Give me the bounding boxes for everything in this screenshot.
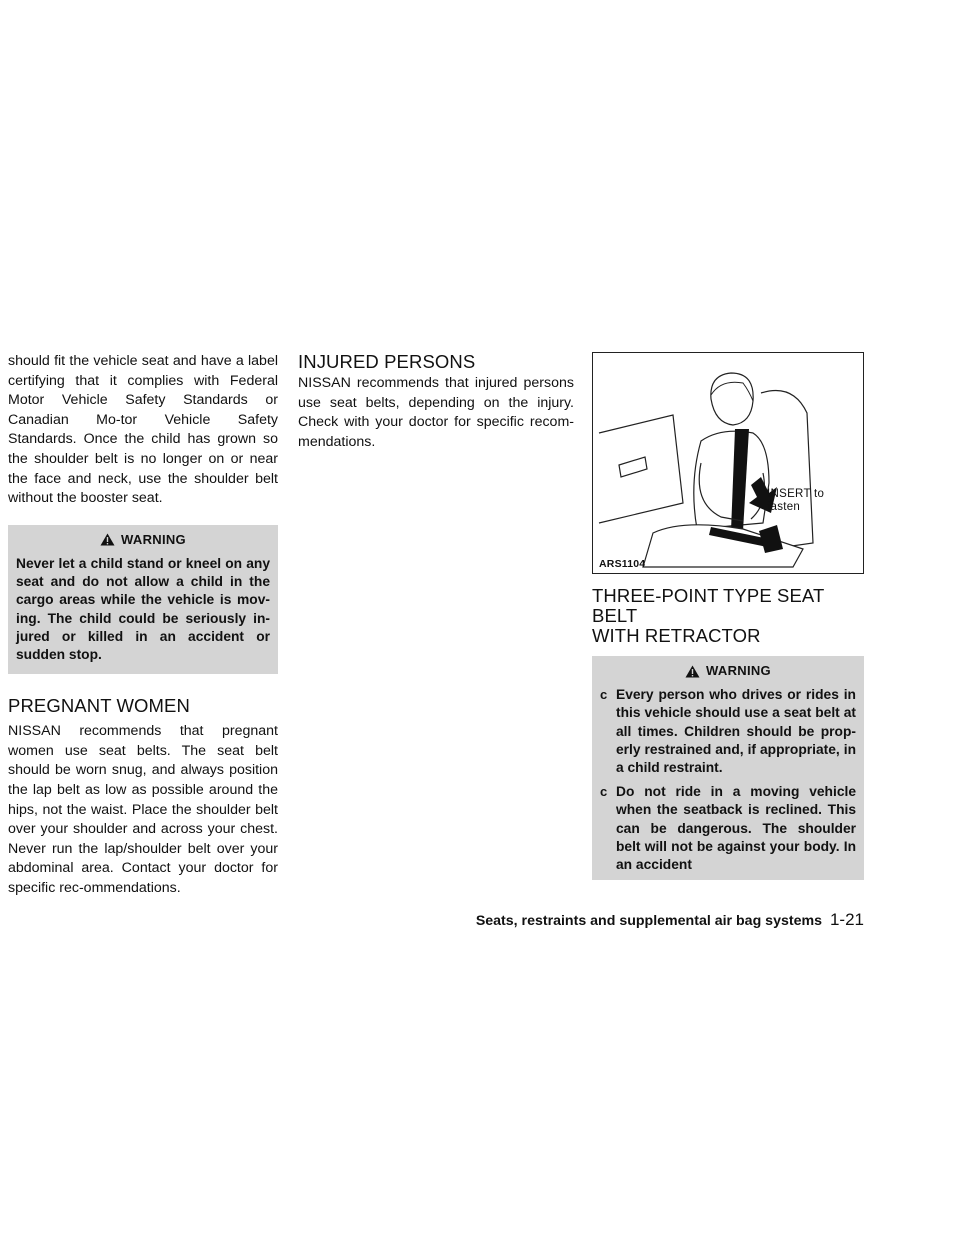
warning-text: Never let a child stand or kneel on any seat and do not allow a child in the cargo areas while the vehicle is mov-ing. The child could be seriously in-jured or killed in an accident or sudden stop.	[16, 555, 270, 662]
column-right	[592, 352, 864, 880]
warning-header-retractor	[600, 662, 856, 680]
bullet-text: Do not ride in a moving vehicle when the seatback is reclined. This can be dangerous. The shoulder belt will not be against your body. In an accident	[616, 784, 856, 873]
page-footer	[476, 910, 864, 930]
warning-triangle-icon	[100, 533, 115, 546]
pregnant-women-paragraph: NISSAN recommends that pregnant women use seat belts. The seat belt should be worn snug, and always position the lap belt as low as possible around the hips, not the waist. Place the shoulder belt over your shoulder and across your chest. Never run the lap/shoulder belt over your abdominal area. Contact your doctor for specific rec-ommendations.	[8, 723, 278, 896]
page-number: 1-21	[829, 910, 864, 929]
intro-paragraph: should fit the vehicle seat and have a label certifying that it complies with Federal Motor Vehicle Safety Standards or Canadian Mo-tor Vehicle Safety Standards. Once the child has grown so the shoulder belt is no longer on or near the face and neck, use the shoulder belt without the booster seat.	[8, 353, 278, 507]
warning-box	[8, 525, 278, 674]
column-middle	[298, 352, 574, 452]
injured-persons-heading: INJURED PERSONS	[298, 351, 476, 372]
footer-section-title: Seats, restraints and supplemental air bag systems	[475, 913, 822, 929]
bullet-marker: c	[600, 784, 608, 800]
warning-bullet	[600, 783, 856, 874]
column-left	[8, 352, 278, 899]
warning-triangle-icon	[685, 665, 700, 678]
warning-box-retractor	[592, 656, 864, 880]
seat-belt-illustration	[592, 352, 864, 574]
callout-line-1: INSERT to	[767, 488, 825, 500]
warning-header	[16, 531, 270, 549]
pregnant-women-heading: PREGNANT WOMEN	[8, 695, 190, 717]
warning-heading-retractor: WARNING	[706, 663, 771, 678]
figure-code: ARS1104	[599, 558, 646, 570]
seat-belt-drawing	[593, 353, 863, 573]
callout-line-2: fasten	[767, 501, 801, 513]
three-point-heading	[592, 586, 864, 646]
warning-bullet	[600, 686, 856, 777]
warning-heading: WARNING	[121, 531, 186, 547]
bullet-text: Every person who drives or rides in this vehicle should use a seat belt at all times. Children should be prop-erly restrained and, if appropriate, in a child restraint.	[616, 687, 856, 776]
three-point-heading-line-1: THREE-POINT TYPE SEAT BELT	[592, 585, 825, 626]
figure-callout	[767, 488, 824, 514]
injured-persons-paragraph: NISSAN recommends that injured persons use seat belts, depending on the injury. Check with your doctor for specific recom-mendations.	[298, 375, 574, 450]
three-point-heading-line-2: WITH RETRACTOR	[592, 625, 761, 646]
bullet-marker: c	[600, 687, 608, 703]
